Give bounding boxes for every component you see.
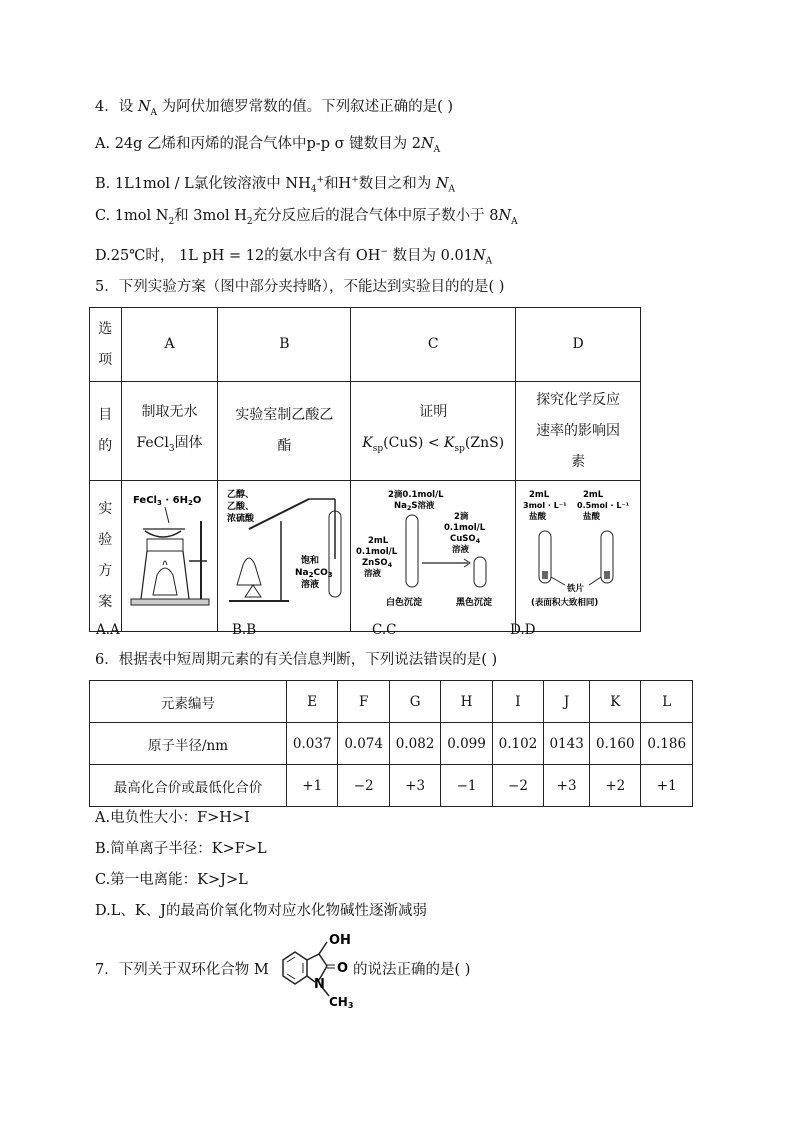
purpose-a: 制取无水 FeCl$_3$固体: [121, 382, 218, 481]
q4-option-b: B. 1L1mol / L氯化铵溶液中 $NH_4^+$和H+数目之和为 $N_A$: [95, 175, 456, 195]
table-cell: 0.099: [441, 723, 492, 765]
d-left-1: 2mL: [529, 490, 550, 500]
q5-answer-d: D.D: [510, 622, 536, 638]
d-iron-label: 铁片: [567, 584, 585, 594]
table-cell: 0.082: [389, 723, 440, 765]
table-cell: +2: [590, 765, 641, 807]
precipitation-diagram: [352, 481, 514, 619]
header-cell: F: [338, 681, 389, 723]
b-reagent-3: 浓硫酸: [227, 514, 255, 524]
oh-label: OH: [329, 933, 351, 948]
c-drop1-2: $Na_2S$溶液: [394, 501, 435, 512]
row-label-option: 选 项: [90, 308, 122, 382]
c-drop2-1: 2滴: [454, 512, 469, 522]
table-cell: −1: [441, 765, 492, 807]
c-tube-4: 溶液: [364, 569, 382, 579]
header-cell: H: [441, 681, 492, 723]
n-label: N: [314, 977, 325, 992]
c-drop2-3: CuSO$_4$: [450, 534, 481, 545]
q7-stem-before: 7．下列关于双环化合物 M: [95, 962, 269, 978]
plan-a: [121, 481, 218, 632]
table-cell: −2: [492, 765, 543, 807]
d-right-2: 0.5mol · L⁻¹: [577, 501, 630, 510]
q5-answer-b: B.B: [232, 622, 257, 638]
table-cell: +1: [287, 765, 338, 807]
row-label-purpose: 目 的: [90, 382, 122, 481]
header-cell: L: [641, 681, 693, 723]
d-note-label: (表面积大致相同): [531, 598, 599, 608]
ch3-label: CH3: [329, 995, 353, 1010]
c-drop2-4: 溶液: [452, 545, 470, 555]
header-cell: J: [544, 681, 590, 723]
q6-stem: 6．根据表中短周期元素的有关信息判断，下列说法错误的是( ): [95, 652, 498, 668]
plan-c: [351, 481, 516, 632]
d-left-3: 盐酸: [529, 512, 547, 522]
b-receiver-3: 溶液: [301, 580, 320, 590]
c-white-label: 白色沉淀: [386, 598, 423, 608]
table-cell: +3: [389, 765, 440, 807]
q7-stem-after: 的说法正确的是( ): [353, 962, 471, 978]
purpose-c: 证明 $K_{sp}(CuS) < K_{sp}(ZnS)$: [351, 382, 516, 481]
table-cell: 0143: [544, 723, 590, 765]
option-d: D: [516, 308, 641, 382]
q6-option-d: D.L、K、J的最高价氧化物对应水化物碱性逐渐减弱: [95, 903, 427, 919]
q4-stem: 4．设 $N_A$ 为阿伏加德罗常数的值。下列叙述正确的是( ): [95, 99, 454, 118]
purpose-d: 探究化学反应 速率的影响因 素: [516, 382, 641, 481]
q4-option-c: C. 1mol $N_2$和 3mol $H_2$充分反应后的混合气体中原子数小于 $8N_A$: [95, 208, 518, 227]
q5-answer-c: C.C: [372, 622, 397, 638]
b-receiver-2: $Na_2CO_3$: [295, 568, 333, 579]
q6-option-b: B.简单离子半径：K>F>L: [95, 841, 267, 857]
c-tube-1: 2mL: [368, 536, 389, 546]
header-cell: G: [389, 681, 440, 723]
b-reagent-1: 乙醇、: [227, 490, 255, 500]
d-right-3: 盐酸: [583, 512, 601, 522]
header-cell: K: [590, 681, 641, 723]
q6-option-a: A.电负性大小：F>H>I: [95, 810, 250, 826]
b-receiver-1: 饱和: [301, 556, 320, 566]
table-cell: 0.037: [287, 723, 338, 765]
q6-option-c: C.第一电离能：K>J>L: [95, 872, 248, 888]
header-cell: I: [492, 681, 543, 723]
header-cell: 元素编号: [90, 681, 287, 723]
a-title-label: FeCl$_3$ · $6H_2O$: [132, 495, 201, 507]
compound-m-structure: [277, 930, 353, 1010]
c-tube-3: ZnSO$_4$: [362, 558, 393, 569]
q4-option-d: D.25℃时， 1L pH = 12的氨水中含有 OH− 数目为 $0.01N_A$: [95, 247, 493, 267]
table-cell: 0.102: [492, 723, 543, 765]
table-cell: +1: [641, 765, 693, 807]
c-drop2-2: 0.1mol/L: [444, 523, 486, 533]
c-tube-2: 0.1mol/L: [356, 547, 398, 557]
c-drop1-1: 2滴0.1mol/L: [388, 490, 444, 500]
q5-stem: 5．下列实验方案（图中部分夹持略），不能达到实验目的的是( ): [95, 279, 505, 295]
q4-option-a: A. 24g 乙烯和丙烯的混合气体中p-p σ 键数目为 $2N_A$: [95, 136, 441, 155]
evaporation-apparatus-diagram: [123, 481, 217, 619]
table-cell: 0.074: [338, 723, 389, 765]
q5-answer-a: A.A: [96, 622, 120, 638]
q5-table: [89, 307, 641, 632]
plan-b: [218, 481, 351, 632]
radius-label: 原子半径/nm: [90, 723, 287, 765]
rate-experiment-diagram: [517, 481, 639, 619]
option-a: A: [121, 308, 218, 382]
d-left-2: 3mol · L⁻¹: [523, 501, 567, 510]
o-label: O: [337, 961, 349, 976]
option-b: B: [218, 308, 351, 382]
valence-label: 最高化合价或最低化合价: [90, 765, 287, 807]
option-c: C: [351, 308, 516, 382]
header-cell: E: [287, 681, 338, 723]
table-cell: −2: [338, 765, 389, 807]
table-cell: +3: [544, 765, 590, 807]
ester-apparatus-diagram: [219, 481, 349, 619]
row-label-plan: 实 验 方 案: [90, 481, 122, 632]
table-cell: 0.186: [641, 723, 693, 765]
table-cell: 0.160: [590, 723, 641, 765]
d-right-1: 2mL: [583, 490, 604, 500]
plan-d: [516, 481, 641, 632]
q6-table: [89, 680, 693, 807]
b-reagent-2: 乙酸、: [227, 502, 255, 512]
c-black-label: 黑色沉淀: [456, 598, 493, 608]
purpose-b: 实验室制乙酸乙 酯: [218, 382, 351, 481]
